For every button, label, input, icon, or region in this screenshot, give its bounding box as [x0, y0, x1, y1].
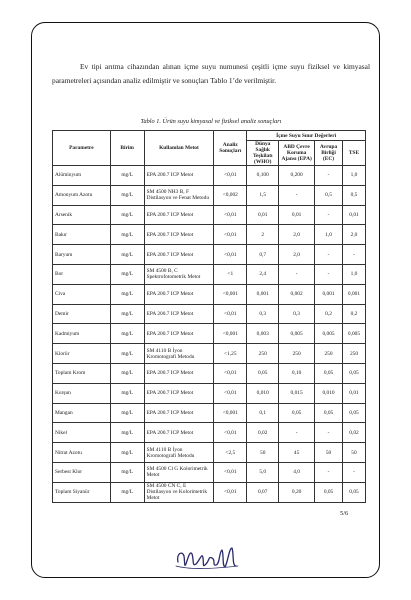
cell-tse-limit: 0,02 [343, 423, 366, 443]
cell-epa-limit: 2,0 [279, 225, 315, 245]
cell-unit: mg/L [110, 245, 144, 265]
table-row [53, 344, 366, 364]
cell-ec-limit: - [315, 423, 343, 443]
header-ec: Avrupa Birliği (EC) [315, 141, 343, 166]
cell-result: <0,01 [214, 363, 247, 383]
cell-parameter: Mangan [53, 403, 111, 423]
cell-method: EPA 200.7 ICP Metot [144, 225, 214, 245]
table-row [53, 284, 366, 304]
cell-unit: mg/L [110, 443, 144, 463]
cell-method: EPA 200.7 ICP Metot [144, 284, 214, 304]
cell-method: SM 4500 NH3 B, F Distilasyon ve Fenat Metodu [144, 185, 214, 205]
cell-method: SM 4110 B İyon Kromotografi Metodu [144, 443, 214, 463]
page-number: 5/6 [340, 510, 349, 517]
cell-method: SM 4500 Cl G Kolorimetrik Metot [144, 462, 214, 482]
cell-parameter: Toplam Krom [53, 363, 111, 383]
cell-unit: mg/L [110, 462, 144, 482]
cell-method: SM 4500 CN C, E Distilasyon ve Kolorimetrik Metot [144, 482, 214, 502]
table-row [53, 324, 366, 344]
cell-tse-limit: 1,0 [343, 166, 366, 186]
cell-result: <0,001 [214, 284, 247, 304]
cell-method: EPA 200.7 ICP Metot [144, 423, 214, 443]
cell-unit: mg/L [110, 482, 144, 502]
cell-epa-limit: - [279, 264, 315, 284]
table-row [53, 423, 366, 443]
cell-unit: mg/L [110, 225, 144, 245]
cell-unit: mg/L [110, 363, 144, 383]
cell-epa-limit: 0,05 [279, 403, 315, 423]
cell-ec-limit: 0,05 [315, 363, 343, 383]
cell-ec-limit: - [315, 264, 343, 284]
cell-who-limit: 0,01 [247, 205, 279, 225]
cell-epa-limit: 0,200 [279, 166, 315, 186]
header-metot: Kullanılan Metot [144, 131, 214, 166]
cell-tse-limit: 0,05 [343, 363, 366, 383]
cell-who-limit: 0,100 [247, 166, 279, 186]
cell-who-limit: 0,001 [247, 284, 279, 304]
cell-result: <1 [214, 264, 247, 284]
cell-epa-limit: - [279, 423, 315, 443]
cell-epa-limit: 0,015 [279, 383, 315, 403]
cell-epa-limit: 0,3 [279, 304, 315, 324]
cell-parameter: Bor [53, 264, 111, 284]
cell-method: EPA 200.7 ICP Metot [144, 403, 214, 423]
cell-ec-limit: 0,010 [315, 383, 343, 403]
cell-method: EPA 200.7 ICP Metot [144, 166, 214, 186]
cell-result: <0,01 [214, 225, 247, 245]
cell-ec-limit: 250 [315, 344, 343, 364]
cell-tse-limit: - [343, 462, 366, 482]
cell-result: <0,01 [214, 482, 247, 502]
cell-parameter: Baryum [53, 245, 111, 265]
cell-tse-limit: 2,0 [343, 225, 366, 245]
cell-tse-limit: 50 [343, 443, 366, 463]
cell-result: <0,001 [214, 324, 247, 344]
cell-tse-limit: 1,0 [343, 264, 366, 284]
cell-result: <0,01 [214, 423, 247, 443]
cell-who-limit: 0,1 [247, 403, 279, 423]
cell-parameter: Kadmiyum [53, 324, 111, 344]
cell-who-limit: 0,3 [247, 304, 279, 324]
table-row [53, 304, 366, 324]
cell-parameter: Bakır [53, 225, 111, 245]
table-row [53, 443, 366, 463]
table-row [53, 225, 366, 245]
cell-ec-limit: 0,05 [315, 482, 343, 502]
header-tse: TSE [343, 141, 366, 166]
cell-tse-limit: 0,05 [343, 482, 366, 502]
results-table [52, 130, 366, 503]
cell-epa-limit: 45 [279, 443, 315, 463]
cell-ec-limit: 0,001 [315, 284, 343, 304]
table-row [53, 363, 366, 383]
cell-method: SM 4110 B İyon Kromotografi Metodu [144, 344, 214, 364]
cell-who-limit: 0,07 [247, 482, 279, 502]
cell-result: <0,001 [214, 403, 247, 423]
cell-epa-limit: 0,20 [279, 482, 315, 502]
cell-result: <0,01 [214, 383, 247, 403]
cell-unit: mg/L [110, 304, 144, 324]
cell-tse-limit: 0,5 [343, 185, 366, 205]
cell-parameter: Kurşun [53, 383, 111, 403]
cell-who-limit: 2,4 [247, 264, 279, 284]
cell-who-limit: 0,003 [247, 324, 279, 344]
cell-who-limit: 2 [247, 225, 279, 245]
table-row [53, 205, 366, 225]
cell-epa-limit: 0,002 [279, 284, 315, 304]
header-sonuc: Analiz Sonuçları [214, 131, 247, 166]
cell-parameter: Demir [53, 304, 111, 324]
header-limits-group: İçme Suyu Sınır Değerleri [247, 131, 366, 141]
cell-tse-limit: 0,05 [343, 403, 366, 423]
cell-unit: mg/L [110, 284, 144, 304]
cell-ec-limit: 0,005 [315, 324, 343, 344]
cell-result: <2,5 [214, 443, 247, 463]
table-row [53, 482, 366, 502]
cell-unit: mg/L [110, 264, 144, 284]
table-caption: Tablo 1. Ürün suyu kimyasal ve fiziksel analiz sonuçları [140, 118, 282, 125]
cell-result: <0,01 [214, 205, 247, 225]
cell-tse-limit: 0,005 [343, 324, 366, 344]
header-birim: Birim [110, 131, 144, 166]
cell-ec-limit: 0,05 [315, 403, 343, 423]
cell-parameter: Amonyum Azotu [53, 185, 111, 205]
cell-unit: mg/L [110, 383, 144, 403]
header-parametre: Parametre [53, 131, 111, 166]
cell-result: <0,01 [214, 166, 247, 186]
cell-parameter: Klorür [53, 344, 111, 364]
table-row [53, 185, 366, 205]
handwritten-signature [172, 540, 242, 574]
cell-epa-limit: 2,0 [279, 245, 315, 265]
cell-ec-limit: 0,2 [315, 304, 343, 324]
cell-tse-limit: 0,01 [343, 383, 366, 403]
cell-who-limit: 0,010 [247, 383, 279, 403]
cell-unit: mg/L [110, 423, 144, 443]
cell-ec-limit: 1,0 [315, 225, 343, 245]
cell-epa-limit: 0,005 [279, 324, 315, 344]
cell-method: EPA 200.7 ICP Metot [144, 363, 214, 383]
cell-who-limit: 50 [247, 443, 279, 463]
cell-epa-limit: 0,01 [279, 205, 315, 225]
cell-result: <1,25 [214, 344, 247, 364]
cell-parameter: Alüminyum [53, 166, 111, 186]
cell-unit: mg/L [110, 205, 144, 225]
table-row [53, 403, 366, 423]
cell-method: EPA 200.7 ICP Metot [144, 205, 214, 225]
cell-parameter: Nitrat Azotu [53, 443, 111, 463]
table-row [53, 383, 366, 403]
header-who: Dünya Sağlık Teşkilatı (WHO) [247, 141, 279, 166]
table-row [53, 462, 366, 482]
results-table-body [53, 166, 366, 503]
cell-epa-limit: 0,10 [279, 363, 315, 383]
cell-tse-limit: 0,01 [343, 205, 366, 225]
cell-who-limit: 1,5 [247, 185, 279, 205]
cell-parameter: Nikel [53, 423, 111, 443]
cell-epa-limit: 4,0 [279, 462, 315, 482]
header-epa: ABD Çevre Koruma Ajansı (EPA) [279, 141, 315, 166]
cell-result: <0,01 [214, 245, 247, 265]
cell-method: EPA 200.7 ICP Metot [144, 383, 214, 403]
cell-who-limit: 0,7 [247, 245, 279, 265]
table-row [53, 245, 366, 265]
cell-who-limit: 0,02 [247, 423, 279, 443]
cell-ec-limit: 50 [315, 443, 343, 463]
cell-who-limit: 5,0 [247, 462, 279, 482]
cell-method: SM 4500 B, C Spektrofotometrik Metot [144, 264, 214, 284]
cell-parameter: Serbest Klor [53, 462, 111, 482]
cell-result: <0,01 [214, 304, 247, 324]
cell-method: EPA 200.7 ICP Metot [144, 245, 214, 265]
cell-who-limit: 0,05 [247, 363, 279, 383]
cell-epa-limit: 250 [279, 344, 315, 364]
cell-result: <0,01 [214, 462, 247, 482]
cell-ec-limit: 0,5 [315, 185, 343, 205]
cell-parameter: Toplam Siyanür [53, 482, 111, 502]
cell-ec-limit: - [315, 462, 343, 482]
cell-ec-limit: - [315, 245, 343, 265]
cell-method: EPA 200.7 ICP Metot [144, 304, 214, 324]
cell-result: <0,002 [214, 185, 247, 205]
cell-unit: mg/L [110, 185, 144, 205]
table-row [53, 264, 366, 284]
cell-unit: mg/L [110, 166, 144, 186]
cell-ec-limit: - [315, 166, 343, 186]
cell-tse-limit: 0,001 [343, 284, 366, 304]
table-row [53, 166, 366, 186]
cell-parameter: Arsenik [53, 205, 111, 225]
cell-unit: mg/L [110, 403, 144, 423]
cell-tse-limit: 0,2 [343, 304, 366, 324]
cell-parameter: Civa [53, 284, 111, 304]
cell-tse-limit: 250 [343, 344, 366, 364]
intro-paragraph: Ev tipi arıtma cihazından alınan içme suyu numunesi çeşitli içme suyu fiziksel ve kimyasal parametreleri açısından analiz edilmiştir ve sonuçları Tablo 1’de verilmiştir. [52, 62, 370, 85]
cell-unit: mg/L [110, 324, 144, 344]
cell-epa-limit: - [279, 185, 315, 205]
cell-who-limit: 250 [247, 344, 279, 364]
cell-ec-limit: - [315, 205, 343, 225]
cell-tse-limit: - [343, 245, 366, 265]
cell-unit: mg/L [110, 344, 144, 364]
cell-method: EPA 200.7 ICP Metot [144, 324, 214, 344]
